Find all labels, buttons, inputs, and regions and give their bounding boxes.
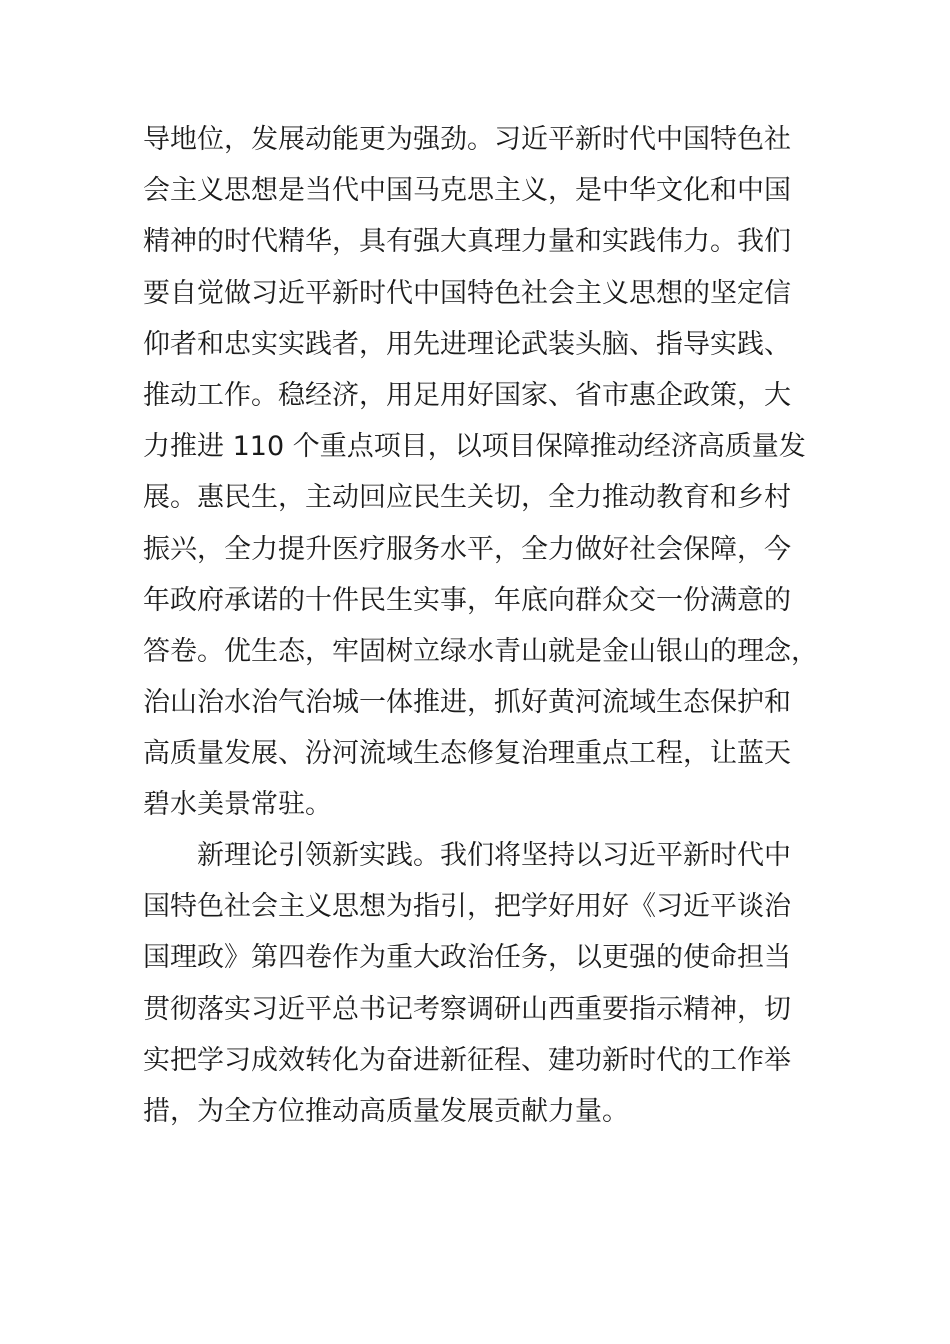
paragraph-line: 推动工作。稳经济，用足用好国家、省市惠企政策，大 bbox=[143, 379, 791, 411]
paragraph-line: 导地位，发展动能更为强劲。习近平新时代中国特色社 bbox=[143, 124, 791, 155]
paragraph-line: 实把学习成效转化为奋进新征程、建功新时代的工作举 bbox=[143, 1044, 791, 1076]
paragraph-line: 要自觉做习近平新时代中国特色社会主义思想的坚定信 bbox=[143, 277, 791, 309]
paragraph-line: 年政府承诺的十件民生实事，年底向群众交一份满意的 bbox=[143, 584, 791, 616]
paragraph-line: 碧水美景常驻。 bbox=[143, 789, 332, 821]
paragraph-line: 展。惠民生，主动回应民生关切，全力推动教育和乡村 bbox=[143, 482, 791, 514]
paragraph-line: 高质量发展、汾河流域生态修复治理重点工程，让蓝天 bbox=[143, 738, 791, 770]
paragraph-line: 答卷。优生态，牢固树立绿水青山就是金山银山的理念， bbox=[143, 635, 818, 667]
paragraph-line: 会主义思想是当代中国马克思主义，是中华文化和中国 bbox=[143, 175, 791, 207]
paragraph-line: 新理论引领新实践。我们将坚持以习近平新时代中 bbox=[197, 840, 791, 871]
paragraph-line: 精神的时代精华，具有强大真理力量和实践伟力。我们 bbox=[143, 226, 791, 258]
paragraph-line: 国特色社会主义思想为指引，把学好用好《习近平谈治 bbox=[143, 891, 791, 923]
paragraph-line: 治山治水治气治城一体推进，抓好黄河流域生态保护和 bbox=[143, 687, 791, 719]
paragraph-line: 贯彻落实习近平总书记考察调研山西重要指示精神，切 bbox=[143, 993, 791, 1025]
paragraph-line: 振兴，全力提升医疗服务水平，全力做好社会保障，今 bbox=[143, 533, 791, 565]
paragraph-1 bbox=[143, 114, 818, 831]
paragraph-line: 力推进 110 个重点项目，以项目保障推动经济高质量发 bbox=[143, 431, 806, 463]
paragraph-line: 措，为全方位推动高质量发展贡献力量。 bbox=[143, 1095, 629, 1127]
paragraph-line: 仰者和忠实实践者，用先进理论武装头脑、指导实践、 bbox=[143, 328, 791, 360]
paragraph-2 bbox=[143, 830, 807, 1137]
paragraph-line: 国理政》第四卷作为重大政治任务，以更强的使命担当 bbox=[143, 942, 791, 974]
